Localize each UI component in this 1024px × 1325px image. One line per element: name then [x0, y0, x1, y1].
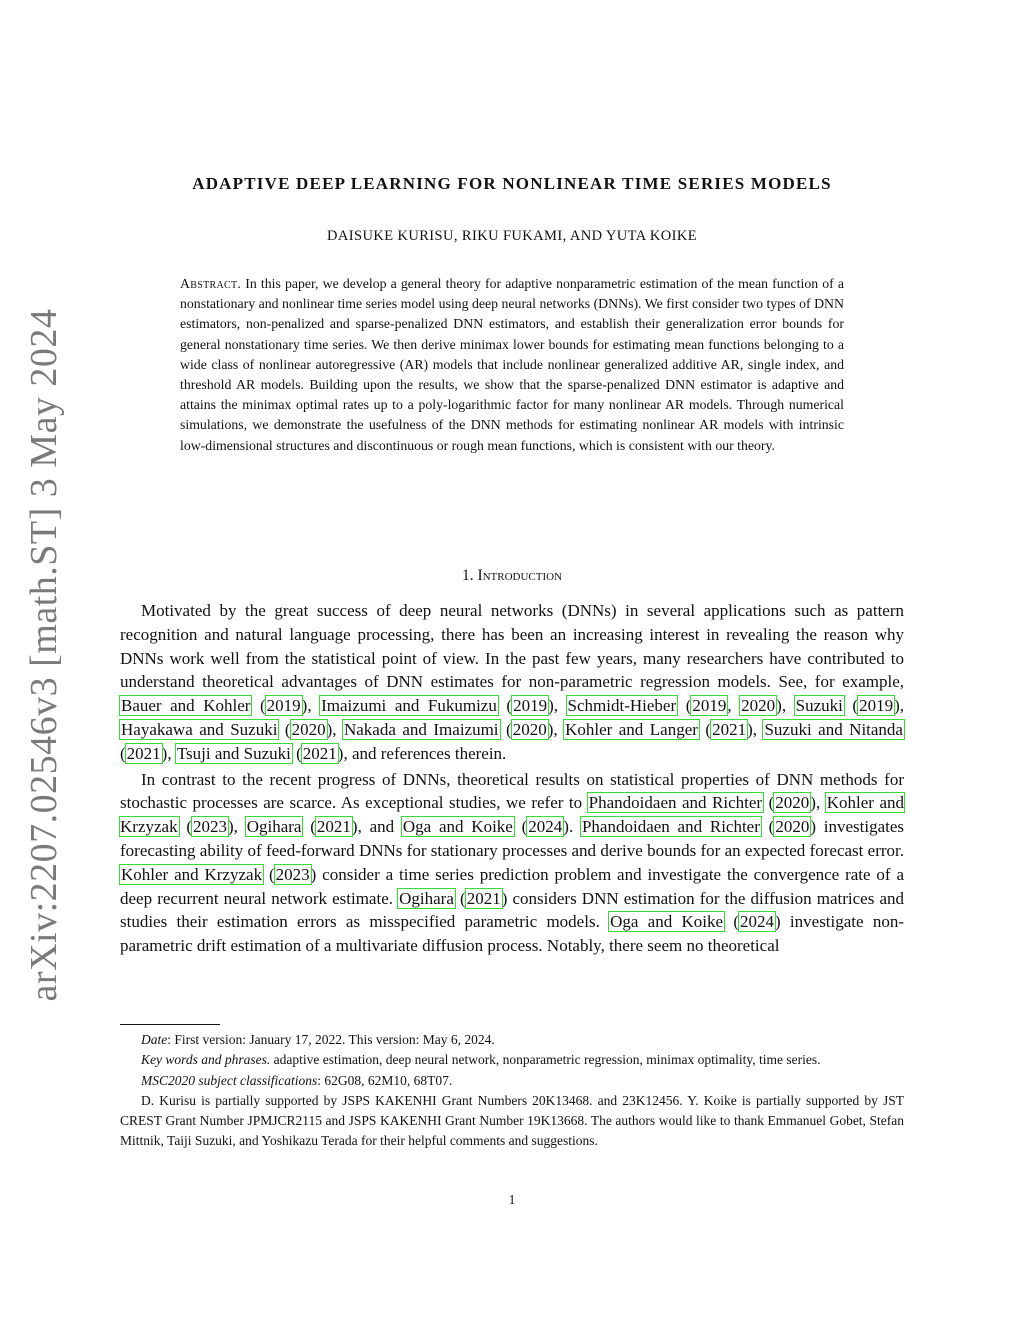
text-run: , and references therein.	[343, 743, 507, 763]
citation-year-link[interactable]: 2019	[513, 696, 548, 716]
citation-link[interactable]: Suzuki	[795, 696, 843, 716]
citation-year-link[interactable]: 2023	[275, 864, 310, 884]
arxiv-identifier: arXiv:2207.02546v3 [math.ST] 3 May 2024	[23, 308, 65, 1002]
citation-year-link[interactable]: 2020	[291, 719, 326, 739]
footnote-msc	[120, 1071, 904, 1091]
section-heading	[120, 567, 904, 585]
citation-link[interactable]: Oga and Koike	[610, 912, 724, 932]
citation-link[interactable]: Ogihara	[399, 888, 454, 908]
citation-year-link[interactable]: 2020	[775, 817, 810, 837]
citation-link[interactable]: Nakada and Imaizumi	[343, 719, 499, 739]
citation-year-link[interactable]: 2019	[692, 696, 727, 716]
citation-link[interactable]: Imaizumi and Fukumizu	[321, 696, 497, 716]
footnote-keywords	[120, 1050, 904, 1070]
citation-link[interactable]: Oga and Koike	[402, 817, 513, 837]
citation-link[interactable]: Kohler and Krzyzak	[120, 793, 904, 837]
abstract-label: Abstract.	[180, 276, 242, 291]
author-list: DAISUKE KURISU, RIKU FUKAMI, AND YUTA KOIKE	[327, 228, 697, 244]
paper-title: ADAPTIVE DEEP LEARNING FOR NONLINEAR TIME SERIES MODELS	[192, 174, 832, 193]
section-title: Introduction	[477, 567, 563, 584]
text-run: considers DNN estimation for the diffusion matrices and studies their estimation errors as misspecified parametric models.	[120, 888, 904, 932]
footnote-date	[120, 1030, 904, 1050]
citation-link[interactable]: Suzuki and Nitanda	[764, 719, 903, 739]
text-run: investigates forecasting ability of feed-forward DNNs for stationary processes and derive bounds for an expected forecast error.	[120, 817, 905, 860]
footnotes	[120, 1030, 904, 1152]
text-run: investigate non-parametric drift estimation of a multivariate diffusion process. Notably, there seem no theoretical	[120, 912, 904, 956]
footnote-text: : First version: January 17, 2022. This version: May 6, 2024.	[167, 1032, 495, 1047]
citation-year-link[interactable]: 2019	[266, 696, 301, 716]
citation-link[interactable]: Bauer and Kohler	[121, 696, 251, 716]
intro-paragraph-1: Motivated by the great success of deep neural networks (DNNs) in several applications such as pattern recognition and natural language processing, there has been an increasing interest in revealing the reason why DNNs work well from the statistical point of view. In the past few years, many researchers have contributed to understand theoretical advantages of DNN estimates for non-parametric regression models. See, for example, Bauer and Kohler (2019), Imaizumi and Fukumizu (2019), Schmidt-Hieber (2019, 2020), Suzuki (2019), Hayakawa and Suzuki (2020), Nakada and Imaizumi (2020), Kohler and Langer (2021), Suzuki and Nitanda (2021), Tsuji and Suzuki (2021), and references therein.	[120, 601, 904, 763]
intro-paragraph-2: In contrast to the recent progress of DNNs, theoretical results on statistical properties of DNN methods for stochastic processes are scarce. As exceptional studies, we refer to Phandoidaen and Richter (2020), Kohler and Krzyzak (2023), Ogihara (2021), and Oga and Koike (2024). Phandoidaen and Richter (2020) investigates forecasting ability of feed-forward DNNs for stationary processes and derive bounds for an expected forecast error. Kohler and Krzyzak (2023) consider a time series prediction problem and investigate the convergence rate of a deep recurrent neural network estimate. Ogihara (2021) considers DNN estimation for the diffusion matrices and studies their estimation errors as misspecified parametric models. Oga and Koike (2024) investigate non-parametric drift estimation of a multivariate diffusion process. Notably, there seem no theoretical	[120, 769, 905, 956]
footnote-text: : 62G08, 62M10, 68T07.	[317, 1072, 453, 1088]
footnote-label: Date	[141, 1032, 168, 1047]
footnote-label: Key words and phrases.	[141, 1052, 271, 1068]
citation-year-link[interactable]: 2023	[193, 817, 228, 837]
citation-year-link[interactable]: 2021	[126, 743, 161, 763]
citation-link[interactable]: Phandoidaen and Richter	[581, 817, 760, 837]
citation-link[interactable]: Ogihara	[246, 817, 302, 837]
footnote-funding: D. Kurisu is partially supported by JSPS KAKENHI Grant Numbers 20K13468. and 23K12456. Y. Koike is partially supported by JST CREST Grant Number JPMJCR2115 and JSPS KAKENHI Grant Number 19K13668. The authors would like to thank Emmanuel Gobet, Stefan Mittnik, Taiji Suzuki, and Yoshikazu Terada for their helpful comments and suggestions.	[120, 1092, 904, 1149]
citation-year-link[interactable]: 2020	[775, 793, 810, 813]
text-run: Motivated by the great success of deep neural networks (DNNs) in several applications such as pattern recognition and natural language processing, there has been an increasing interest in revealing the reason why DNNs work well from the statistical point of view. In the past few years, many researchers have contributed to understand theoretical advantages of DNN estimates for non-parametric regression models. See, for example,	[120, 601, 904, 692]
citation-year-link[interactable]: 2019	[859, 696, 894, 716]
page-number: 1	[508, 1192, 516, 1207]
abstract-text: In this paper, we develop a general theory for adaptive nonparametric estimation of the mean function of a nonstationary and nonlinear time series model using deep neural networks (DNNs). We first consider two types of DNN estimators, non-penalized and sparse-penalized DNN estimators, and establish their generalization error bounds for general nonstationary time series. We then derive minimax lower bounds for estimating mean functions belonging to a wide class of nonlinear autoregressive (AR) models that include nonlinear generalized additive AR, single index, and threshold AR models. Building upon the results, we show that the sparse-penalized DNN estimator is adaptive and attains the minimax optimal rates up to a poly-logarithmic factor for many nonlinear AR models. Through numerical simulations, we demonstrate the usefulness of the DNN methods for estimating nonlinear AR models with intrinsic low-dimensional structures and discontinuous or rough mean functions, which is consistent with our theory.	[180, 276, 845, 453]
citation-year-link[interactable]: 2020	[741, 696, 776, 716]
citation-link[interactable]: Hayakawa and Suzuki	[121, 719, 278, 739]
citation-link[interactable]: Tsuji and Suzuki	[176, 743, 291, 763]
introduction-body	[120, 599, 904, 958]
text-run: , and	[357, 817, 402, 837]
citation-year-link[interactable]: 2024	[528, 817, 563, 837]
citation-link[interactable]: Kohler and Krzyzak	[121, 864, 263, 884]
abstract	[180, 274, 844, 456]
citation-link[interactable]: Schmidt-Hieber	[567, 696, 677, 716]
footnote-text: adaptive estimation, deep neural network, nonparametric regression, minimax optimality, time series.	[270, 1052, 821, 1068]
citation-year-link[interactable]: 2021	[302, 743, 337, 763]
citation-year-link[interactable]: 2021	[712, 719, 747, 739]
citation-link[interactable]: Phandoidaen and Richter	[588, 793, 763, 813]
citation-year-link[interactable]: 2024	[739, 912, 774, 932]
footnote-label: MSC2020 subject classifications	[141, 1072, 318, 1088]
citation-year-link[interactable]: 2021	[466, 888, 501, 908]
footnote-rule	[120, 1024, 220, 1025]
text-run: In contrast to the recent progress of DNNs, theoretical results on statistical properties of DNN methods for stochastic processes are scarce. As exceptional studies, we refer to	[120, 769, 904, 813]
citation-link[interactable]: Kohler and Langer	[565, 719, 698, 739]
citation-year-link[interactable]: 2021	[316, 817, 351, 837]
citation-year-link[interactable]: 2020	[512, 719, 547, 739]
text-run: consider a time series prediction problem and investigate the convergence rate of a deep recurrent neural network estimate.	[120, 864, 904, 908]
section-number: 1.	[461, 567, 474, 584]
